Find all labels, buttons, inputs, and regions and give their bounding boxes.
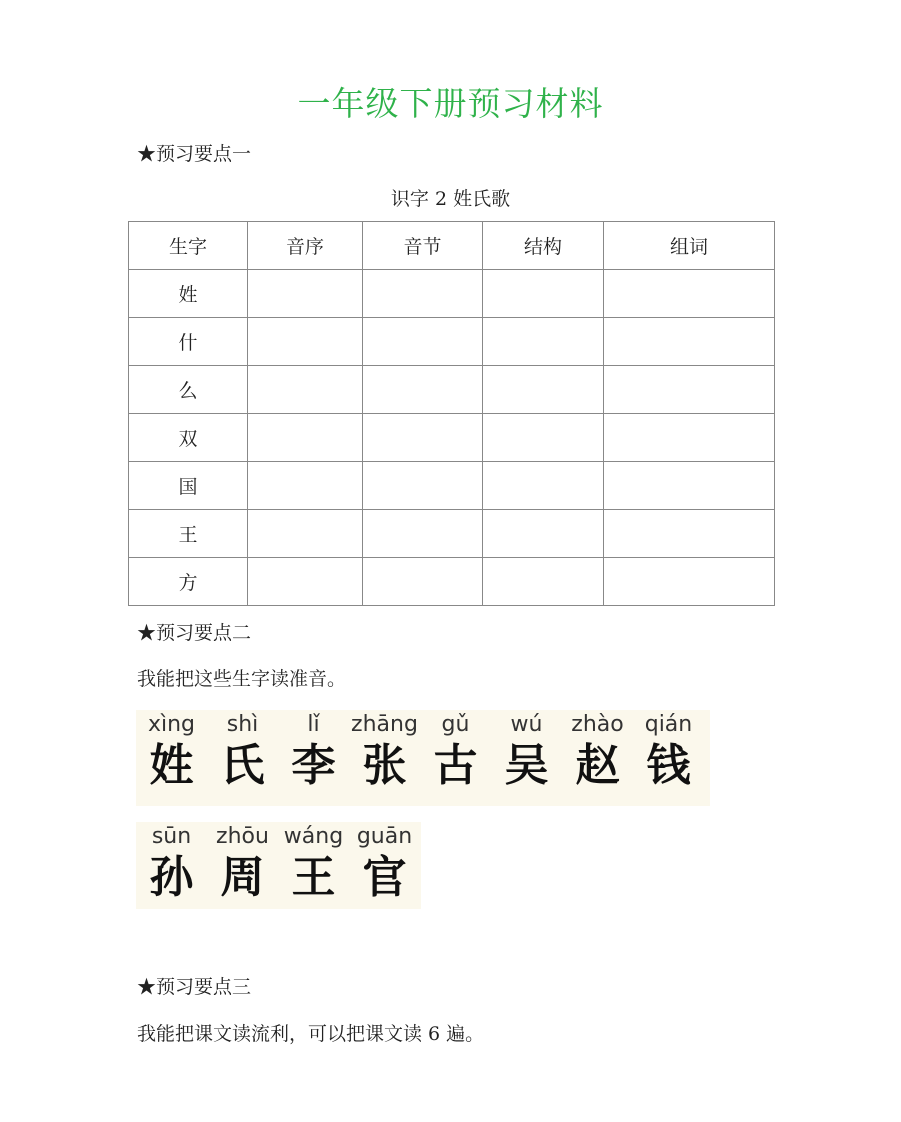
answer-cell [248, 510, 363, 558]
hanzi-character: 氏 [220, 740, 265, 791]
header-cell: 组词 [604, 222, 775, 270]
answer-cell [604, 462, 775, 510]
pinyin-label: gǔ [441, 712, 470, 737]
answer-cell [483, 414, 604, 462]
section2-text: 我能把这些生字读准音。 [137, 668, 347, 690]
pinyin-character-strip-2 [136, 822, 421, 909]
answer-cell [604, 510, 775, 558]
pinyin-character [349, 710, 420, 806]
char-cell: 么 [129, 366, 248, 414]
pinyin-character [136, 710, 207, 806]
answer-cell [483, 510, 604, 558]
section1-heading: ★预习要点一 [137, 143, 252, 165]
table-row [129, 270, 775, 318]
pinyin-label: zhào [571, 712, 624, 737]
char-cell: 王 [129, 510, 248, 558]
answer-cell [604, 414, 775, 462]
table-row [129, 462, 775, 510]
answer-cell [483, 270, 604, 318]
header-cell: 音节 [363, 222, 483, 270]
pinyin-character [207, 822, 278, 909]
pinyin-character [562, 710, 633, 806]
pinyin-character [420, 710, 491, 806]
answer-cell [363, 366, 483, 414]
table-row [129, 366, 775, 414]
header-cell: 生字 [129, 222, 248, 270]
hanzi-character: 周 [220, 852, 265, 903]
hanzi-character: 王 [291, 852, 336, 903]
char-cell: 姓 [129, 270, 248, 318]
pinyin-character-strip-1 [136, 710, 710, 806]
pinyin-label: zhāng [351, 712, 418, 737]
header-cell: 结构 [483, 222, 604, 270]
table-row [129, 318, 775, 366]
char-cell: 方 [129, 558, 248, 606]
header-cell: 音序 [248, 222, 363, 270]
pinyin-character [633, 710, 704, 806]
page-title: 一年级下册预习材料 [297, 84, 604, 123]
answer-cell [363, 510, 483, 558]
table-row [129, 510, 775, 558]
pinyin-label: guān [356, 824, 413, 849]
character-table [128, 221, 775, 606]
answer-cell [248, 462, 363, 510]
answer-cell [248, 318, 363, 366]
answer-cell [604, 318, 775, 366]
pinyin-label: wáng [283, 824, 344, 849]
hanzi-character: 李 [291, 740, 336, 791]
table-row [129, 558, 775, 606]
table-row [129, 414, 775, 462]
section3-text: 我能把课文读流利，可以把课文读 6 遍。 [137, 1023, 485, 1045]
answer-cell [248, 270, 363, 318]
answer-cell [483, 462, 604, 510]
answer-cell [248, 558, 363, 606]
hanzi-character: 赵 [575, 740, 620, 791]
answer-cell [483, 318, 604, 366]
hanzi-character: 张 [362, 740, 407, 791]
answer-cell [248, 414, 363, 462]
section2-heading: ★预习要点二 [137, 622, 252, 644]
answer-cell [604, 366, 775, 414]
char-cell: 国 [129, 462, 248, 510]
table-header-row [129, 222, 775, 270]
answer-cell [363, 270, 483, 318]
pinyin-character [491, 710, 562, 806]
pinyin-character [278, 822, 349, 909]
pinyin-label: sūn [151, 824, 192, 849]
answer-cell [604, 270, 775, 318]
hanzi-character: 钱 [646, 740, 691, 791]
answer-cell [248, 366, 363, 414]
pinyin-label: lǐ [307, 712, 320, 737]
hanzi-character: 吴 [504, 740, 549, 791]
hanzi-character: 孙 [149, 852, 194, 903]
pinyin-label: qián [644, 712, 693, 737]
answer-cell [363, 318, 483, 366]
table-caption: 识字 2 姓氏歌 [390, 188, 511, 210]
char-cell: 什 [129, 318, 248, 366]
pinyin-label: shì [226, 712, 259, 737]
section3-heading: ★预习要点三 [137, 976, 252, 998]
answer-cell [604, 558, 775, 606]
pinyin-character [136, 822, 207, 909]
pinyin-label: xìng [147, 712, 196, 737]
answer-cell [363, 558, 483, 606]
hanzi-character: 官 [362, 852, 407, 903]
hanzi-character: 古 [433, 740, 478, 791]
answer-cell [363, 414, 483, 462]
pinyin-character [207, 710, 278, 806]
pinyin-label: zhōu [216, 824, 269, 849]
pinyin-label: wú [510, 712, 543, 737]
pinyin-character [349, 822, 420, 909]
hanzi-character: 姓 [149, 740, 194, 791]
char-cell: 双 [129, 414, 248, 462]
pinyin-character [278, 710, 349, 806]
answer-cell [363, 462, 483, 510]
answer-cell [483, 558, 604, 606]
answer-cell [483, 366, 604, 414]
